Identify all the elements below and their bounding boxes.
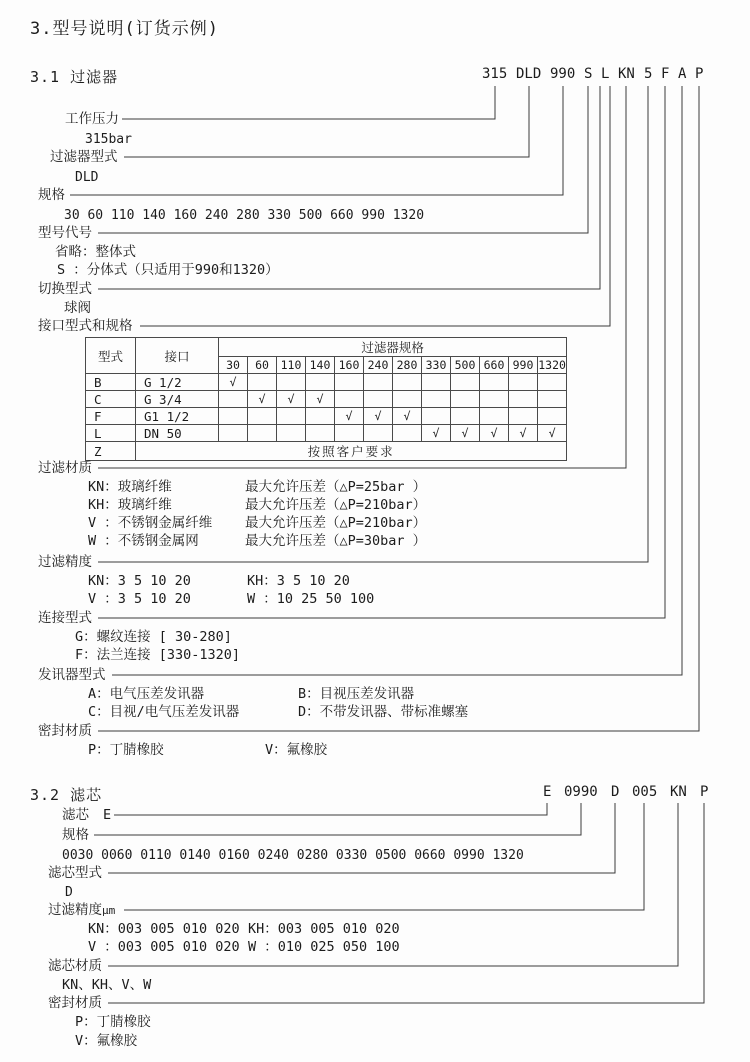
table-cell: F: [86, 408, 136, 425]
table-cell: 140: [306, 357, 335, 374]
table-cell: 280: [393, 357, 422, 374]
model-code-segment: P: [700, 784, 709, 800]
media-row-kn: [88, 479, 427, 496]
table-cell: [335, 374, 364, 391]
element-name-value: E: [103, 807, 112, 823]
value-element-type: D: [65, 885, 73, 900]
indicator-option: A：电气压差发讯器: [88, 686, 205, 702]
precision-values: KN：3 5 10 20: [88, 573, 191, 589]
seal-option-v: V：氟橡胶: [265, 742, 328, 758]
element-name-label: 滤芯: [62, 807, 89, 823]
table-cell: [306, 374, 335, 391]
table-cell: [277, 425, 306, 442]
table-cell: [335, 425, 364, 442]
media-name: KN：玻璃纤维: [88, 479, 172, 495]
element-seal-option-v: V：氟橡胶: [75, 1033, 138, 1049]
table-cell: 30: [219, 357, 248, 374]
label-indicator: 发讯器型式: [38, 667, 106, 683]
value-element-size-list: 0030 0060 0110 0140 0160 0240 0280 0330 0500 0660 0990 1320: [62, 848, 524, 863]
table-cell: [306, 425, 335, 442]
label-element-name: [62, 807, 112, 824]
table-cell: √: [335, 408, 364, 425]
label-switch-type: 切换型式: [38, 281, 92, 297]
indicator-option: C：目视/电气压差发讯器: [88, 704, 240, 720]
label-precision: 过滤精度: [38, 554, 92, 570]
indicator-row-2: [88, 704, 469, 721]
label-working-pressure: 工作压力: [65, 111, 119, 127]
element-seal-option-p: P：丁腈橡胶: [75, 1014, 151, 1030]
table-cell: [277, 374, 306, 391]
table-cell: √: [277, 391, 306, 408]
table-cell: [538, 391, 567, 408]
table-cell: [451, 374, 480, 391]
model-code-segment: A: [678, 66, 687, 82]
table-cell: √: [480, 425, 509, 442]
label-element-precision: [48, 902, 115, 919]
table-cell: [364, 374, 393, 391]
table-cell: √: [451, 425, 480, 442]
table-cell: [509, 374, 538, 391]
table-cell: [335, 391, 364, 408]
element-model-code: [0, 784, 750, 802]
table-cell: 60: [248, 357, 277, 374]
indicator-option: B：目视压差发讯器: [298, 686, 415, 702]
table-cell: [538, 408, 567, 425]
table-cell: √: [538, 425, 567, 442]
table-cell: 过滤器规格: [219, 338, 567, 357]
element-precision-values: KH：003 005 010 020: [248, 921, 400, 937]
media-row-v: [88, 515, 427, 532]
label-element-seal: 密封材质: [48, 995, 102, 1011]
seal-row: [88, 742, 328, 759]
media-name: W ：不锈钢金属网: [88, 533, 199, 549]
table-cell: 按照客户要求: [136, 442, 567, 461]
label-element-size: 规格: [62, 827, 89, 843]
table-cell: G1 1/2: [136, 408, 219, 425]
model-code-segment: DLD: [516, 66, 542, 82]
port-table: [85, 337, 567, 461]
table-cell: [248, 408, 277, 425]
table-cell: √: [509, 425, 538, 442]
model-code-option-split: S ：分体式（只适用于990和1320）: [57, 262, 279, 278]
label-port: 接口型式和规格: [38, 318, 133, 334]
table-cell: √: [306, 391, 335, 408]
section-3-1-number: 3.1: [30, 68, 61, 86]
media-name: KH：玻璃纤维: [88, 497, 172, 513]
table-cell: [364, 425, 393, 442]
table-cell: Z: [86, 442, 136, 461]
connector-port: [140, 86, 610, 326]
element-precision-label: 过滤精度: [48, 902, 102, 918]
model-code-option-default: 省略：整体式: [55, 244, 136, 260]
table-cell: 1320: [538, 358, 566, 372]
table-cell: √: [248, 391, 277, 408]
connection-option-g: G：螺纹连接 [ 30-280]: [75, 629, 232, 645]
media-note: 最大允许压差（△P=210bar）: [245, 497, 427, 513]
label-connection: 连接型式: [38, 610, 92, 626]
table-cell: [480, 374, 509, 391]
model-code-segment: L: [601, 66, 610, 82]
element-precision-values: V ：003 005 010 020: [88, 939, 240, 955]
model-code-segment: 0990: [564, 784, 598, 800]
label-filter-type: 过滤器型式: [50, 149, 118, 165]
table-cell: [248, 425, 277, 442]
precision-values: KH：3 5 10 20: [247, 573, 350, 589]
table-cell: [393, 391, 422, 408]
table-cell: √: [219, 374, 248, 391]
table-cell: [538, 374, 567, 391]
table-cell: [480, 408, 509, 425]
connector-element-seal: [108, 803, 704, 1003]
label-media: 过滤材质: [38, 460, 92, 476]
media-row-w: [88, 533, 427, 550]
precision-values: V ：3 5 10 20: [88, 591, 191, 607]
section-3-2-title: 滤芯: [70, 786, 103, 804]
table-cell: [451, 391, 480, 408]
precision-values: W ：10 25 50 100: [247, 591, 375, 607]
model-code-segment: E: [543, 784, 552, 800]
value-size-list: 30 60 110 140 160 240 280 330 500 660 990 1320: [64, 208, 425, 223]
model-code-segment: 005: [632, 784, 658, 800]
media-note: 最大允许压差（△P=30bar ）: [245, 533, 427, 549]
table-cell: [509, 391, 538, 408]
model-code-segment: 5: [644, 66, 653, 82]
table-cell: [248, 374, 277, 391]
table-cell: B: [86, 374, 136, 391]
table-cell: L: [86, 425, 136, 442]
table-cell: 接口: [136, 338, 219, 374]
table-cell: [277, 408, 306, 425]
element-precision-row-1: [88, 921, 400, 938]
label-size: 规格: [38, 187, 65, 203]
model-code-segment: S: [584, 66, 593, 82]
table-cell: [422, 408, 451, 425]
table-cell: [422, 374, 451, 391]
connector-size: [70, 86, 563, 195]
table-cell: DN 50: [136, 425, 219, 442]
indicator-option: D：不带发讯器、带标准螺塞: [298, 704, 469, 720]
label-element-type: 滤芯型式: [48, 865, 102, 881]
label-element-material: 滤芯材质: [48, 958, 102, 974]
table-cell: [393, 425, 422, 442]
indicator-row-1: [88, 686, 415, 703]
table-cell: √: [422, 425, 451, 442]
table-cell: 110: [277, 357, 306, 374]
table-cell: [422, 391, 451, 408]
filter-model-code: [0, 66, 750, 84]
page-title: 3.型号说明(订货示例): [30, 19, 219, 39]
table-cell: [219, 425, 248, 442]
table-cell: √: [364, 408, 393, 425]
table-cell: 240: [364, 357, 393, 374]
model-code-segment: KN: [618, 66, 635, 82]
media-name: V ：不锈钢金属纤维: [88, 515, 213, 531]
element-precision-row-2: [88, 939, 400, 956]
precision-row-1: [88, 573, 350, 590]
model-code-segment: 990: [550, 66, 576, 82]
table-cell: [480, 391, 509, 408]
media-note: 最大允许压差（△P=25bar ）: [245, 479, 427, 495]
media-note: 最大允许压差（△P=210bar）: [245, 515, 427, 531]
model-code-segment: F: [661, 66, 670, 82]
section-3-1-title: 过滤器: [70, 68, 119, 86]
table-cell: [219, 391, 248, 408]
section-3-2-number: 3.2: [30, 786, 61, 804]
table-cell: [219, 408, 248, 425]
table-cell: [364, 391, 393, 408]
model-code-segment: P: [695, 66, 704, 82]
connector-element-size: [94, 803, 581, 835]
value-working-pressure: 315bar: [85, 132, 132, 147]
table-cell: G 1/2: [136, 374, 219, 391]
connector-element-name: [114, 803, 547, 815]
table-cell: [306, 408, 335, 425]
table-cell: 500: [451, 357, 480, 374]
table-cell: √: [393, 408, 422, 425]
table-cell: 330: [422, 357, 451, 374]
table-cell: [509, 408, 538, 425]
seal-option-p: P：丁腈橡胶: [88, 742, 164, 758]
value-filter-type: DLD: [75, 170, 99, 185]
model-code-segment: 315: [482, 66, 508, 82]
element-precision-unit: μm: [102, 904, 116, 917]
connection-option-f: F：法兰连接 [330-1320]: [75, 647, 241, 663]
element-precision-values: W ：010 025 050 100: [248, 939, 400, 955]
table-cell: G 3/4: [136, 391, 219, 408]
value-element-material: KN、KH、V、W: [62, 977, 152, 993]
precision-row-2: [88, 591, 375, 608]
table-cell: 990: [509, 357, 538, 374]
table-cell: 型式: [86, 338, 136, 374]
connector-working-pressure: [122, 86, 495, 119]
connector-filter-type: [124, 86, 529, 157]
model-code-segment: D: [611, 784, 620, 800]
media-row-kh: [88, 497, 427, 514]
connector-switch-type: [98, 86, 600, 289]
label-model-code: 型号代号: [38, 225, 92, 241]
table-cell: 660: [480, 357, 509, 374]
element-precision-values: KN：003 005 010 020: [88, 921, 240, 937]
table-cell: 160: [335, 357, 364, 374]
model-code-segment: KN: [670, 784, 687, 800]
table-cell: [393, 374, 422, 391]
label-seal: 密封材质: [38, 723, 92, 739]
table-cell: [451, 408, 480, 425]
table-cell: C: [86, 391, 136, 408]
value-switch-type: 球阀: [64, 300, 91, 316]
